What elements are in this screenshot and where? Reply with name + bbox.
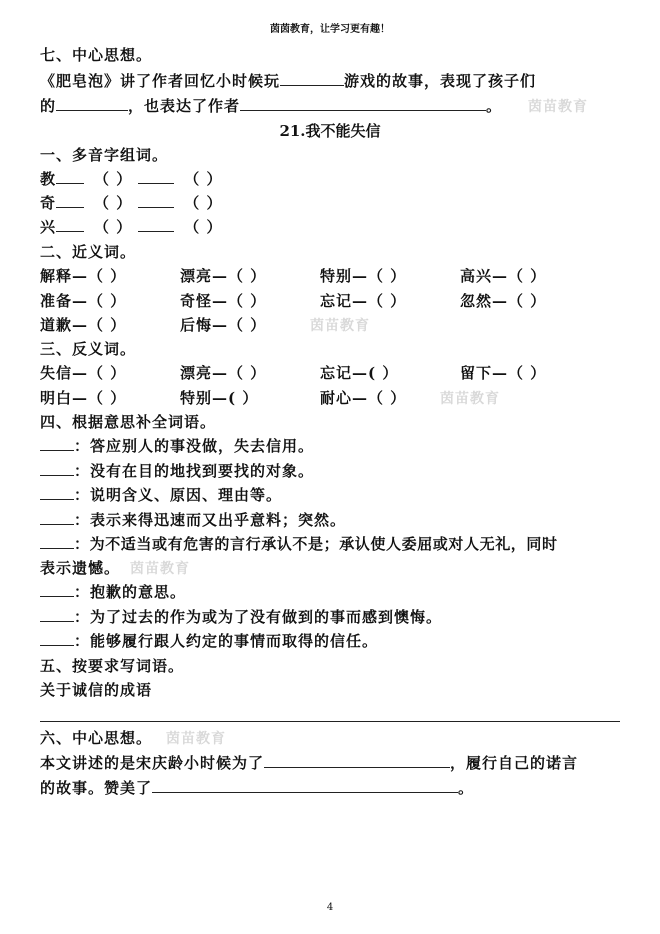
synonym-item: 特别—（ ） — [320, 267, 407, 285]
definition-item: ：为了过去的作为或为了没有做到的事而感到懊悔。 — [40, 606, 442, 627]
section4-heading: 四、根据意思补全词语。 — [40, 413, 217, 431]
section7-line2: 的 ，也表达了作者 。 — [40, 97, 503, 115]
watermark: 茵苗教育 — [528, 99, 588, 115]
page-number: 4 — [326, 902, 334, 913]
definition-continuation: 表示遗憾。 — [40, 559, 121, 577]
watermark: 茵苗教育 — [440, 391, 500, 407]
synonym-item: 道歉—（ ） — [40, 316, 127, 334]
answer-blank[interactable] — [280, 71, 344, 86]
definition-item: ：抱歉的意思。 — [40, 581, 186, 602]
definition-item: ：说明含义、原因、理由等。 — [40, 484, 282, 505]
definition-item: ：能够履行跟人约定的事情而取得的信任。 — [40, 630, 378, 651]
synonym-item: 解释—（ ） — [40, 267, 127, 285]
definition-item: ：为不适当或有危害的言行承认不是；承认使人委屈或对人无礼，同时 — [40, 533, 558, 554]
answer-line[interactable] — [40, 721, 620, 722]
antonym-item: 漂亮—（ ） — [180, 364, 267, 382]
synonym-item: 忘记—（ ） — [320, 292, 407, 310]
synonym-item: 后悔—（ ） — [180, 316, 267, 334]
antonym-item: 明白—（ ） — [40, 389, 127, 407]
section6-heading: 六、中心思想。 — [40, 729, 153, 747]
antonym-item: 耐心—（ ） — [320, 389, 407, 407]
watermark: 茵苗教育 — [310, 318, 370, 334]
section6-line1: 本文讲述的是宋庆龄小时候为了 ，履行自己的诺言 — [40, 754, 579, 772]
synonym-item: 漂亮—（ ） — [180, 267, 267, 285]
polyphone-row: 兴 （ ） （ ） — [40, 218, 223, 236]
answer-blank[interactable] — [56, 96, 128, 111]
section5-sub: 关于诚信的成语 — [40, 681, 153, 699]
antonym-item: 留下—（ ） — [460, 364, 547, 382]
antonym-item: 特别—( ） — [180, 389, 259, 407]
lesson-title: 21.我不能失信 — [279, 122, 381, 140]
definition-item: ：答应别人的事没做，失去信用。 — [40, 435, 314, 456]
watermark: 茵苗教育 — [130, 561, 190, 577]
synonym-item: 准备—（ ） — [40, 292, 127, 310]
page-header: 茵茵教育，让学习更有趣！ — [270, 24, 390, 35]
section1-heading: 一、多音字组词。 — [40, 146, 169, 164]
watermark: 茵苗教育 — [166, 731, 226, 747]
antonym-item: 忘记—( ） — [320, 364, 399, 382]
polyphone-row: 教 （ ） （ ） — [40, 170, 223, 188]
section7-line1: 《肥皂泡》讲了作者回忆小时候玩 游戏的故事，表现了孩子们 — [40, 72, 537, 90]
synonym-item: 忽然—（ ） — [460, 292, 547, 310]
polyphone-row: 奇 （ ） （ ） — [40, 194, 223, 212]
antonym-item: 失信—（ ） — [40, 364, 127, 382]
synonym-item: 奇怪—（ ） — [180, 292, 267, 310]
definition-item: ：表示来得迅速而又出乎意料；突然。 — [40, 509, 346, 530]
synonym-item: 高兴—（ ） — [460, 267, 547, 285]
section5-heading: 五、按要求写词语。 — [40, 657, 185, 675]
section6-line2: 的故事。赞美了 。 — [40, 779, 475, 797]
section2-heading: 二、近义词。 — [40, 243, 137, 261]
section3-heading: 三、反义词。 — [40, 340, 137, 358]
answer-blank[interactable] — [240, 96, 486, 111]
definition-item: ：没有在目的地找到要找的对象。 — [40, 460, 314, 481]
section7-heading: 七、中心思想。 — [40, 46, 153, 64]
